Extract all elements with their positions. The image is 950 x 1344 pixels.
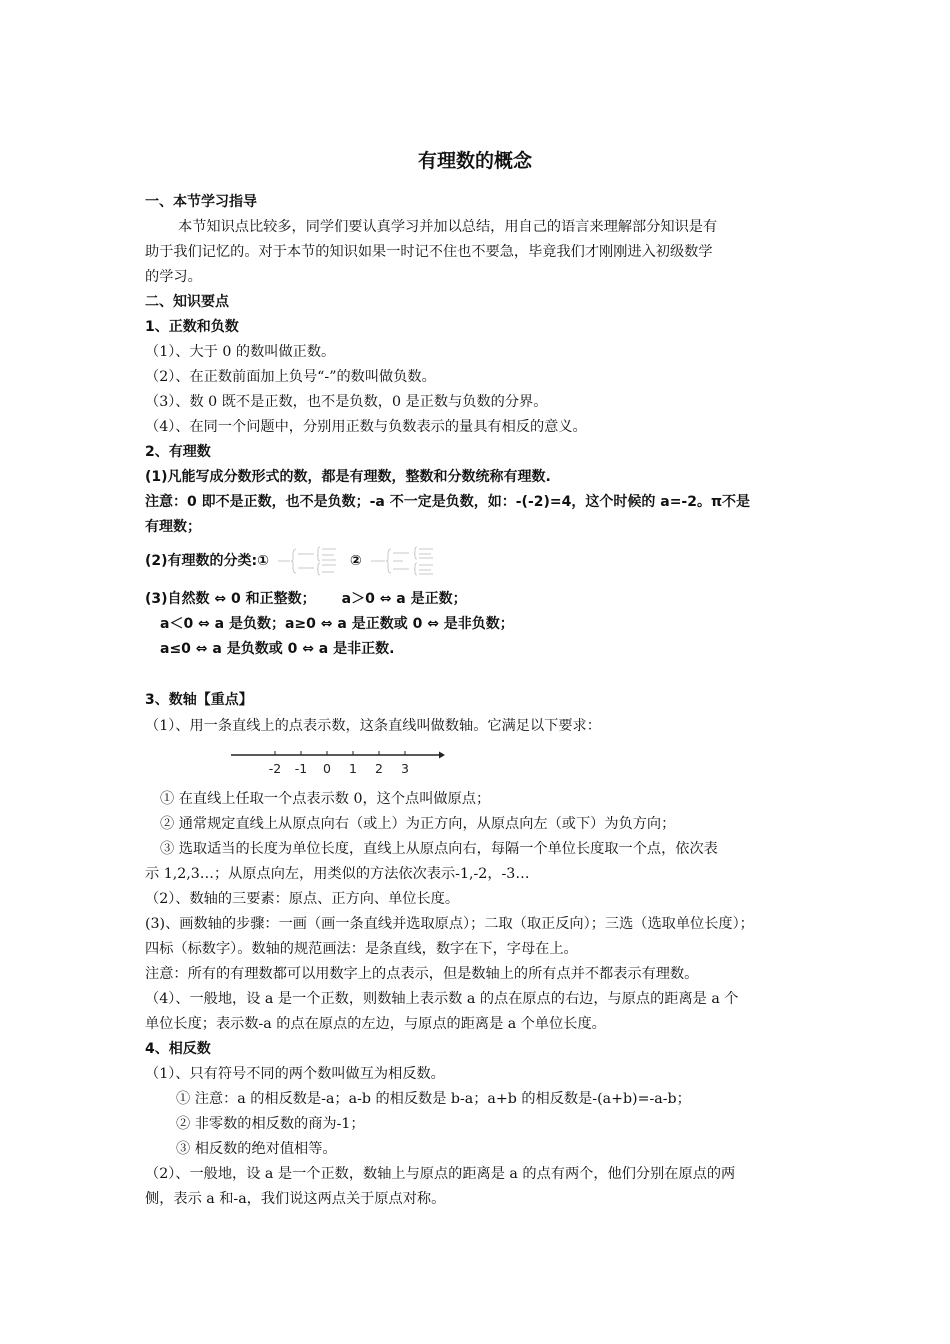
mark-2: ② — [349, 553, 362, 569]
number-line-arrow — [439, 752, 445, 759]
equivalence-line: a＜0 ⇔ a 是负数；a≥0 ⇔ a 是正数或 0 ⇔ 是非负数； — [160, 616, 514, 632]
number-line-tick-label: -1 — [294, 761, 308, 776]
list-item: （1）、大于 0 的数叫做正数。 — [145, 344, 336, 360]
list-item: ③ 选取适当的长度为单位长度，直线上从原点向右，每隔一个单位长度取一个点，依次表 — [160, 841, 718, 857]
mark-1: ① — [257, 553, 269, 569]
list-item: （1）、只有符号不同的两个数叫做互为相反数。 — [145, 1066, 445, 1082]
paragraph-line: 助于我们记忆的。对于本节的知识如果一时记不住也不要急，毕竟我们才刚刚进入初级数学 — [145, 244, 713, 260]
subsection-heading: 1、正数和负数 — [145, 319, 239, 335]
subsection-heading: 2、有理数 — [145, 444, 211, 460]
list-item: 四标（标数字）。数轴的规范画法：是条直线，数字在下，字母在上。 — [145, 941, 578, 957]
list-item: （2）、一般地，设 a 是一个正数，数轴上与原点的距离是 a 的点有两个，他们分别在原点的两 — [145, 1166, 736, 1182]
list-item: 侧，表示 a 和-a，我们说这两点关于原点对称。 — [145, 1191, 446, 1207]
list-item: ① 在直线上任取一个点表示数 0，这个点叫做原点； — [160, 791, 491, 807]
paragraph-line: 的学习。 — [145, 269, 202, 285]
number-line-tick-label: -2 — [268, 761, 282, 776]
note-line: 注意：所有的有理数都可以用数字上的点表示，但是数轴上的所有点并不都表示有理数。 — [145, 966, 699, 982]
list-item: （2）、在正数前面加上负号“-”的数叫做负数。 — [145, 369, 436, 385]
classification-line — [145, 546, 815, 580]
list-item: (3)、画数轴的步骤：一画（画一条直线并选取原点）；二取（取正反向）；三选（选取单位长度）； — [145, 916, 754, 932]
list-item: ① 注意：a 的相反数是-a；a-b 的相反数是 b-a；a+b 的相反数是-(a+b)=-a-b； — [176, 1091, 691, 1107]
list-item: 示 1,2,3…；从原点向左，用类似的方法依次表示-1,-2，-3… — [145, 866, 530, 882]
number-line-figure — [225, 749, 450, 779]
list-item: （4）、一般地，设 a 是一个正数，则数轴上表示数 a 的点在原点的右边，与原点的距离是 a 个 — [145, 991, 739, 1007]
note-line: 有理数； — [145, 519, 201, 535]
equivalence-line: a≤0 ⇔ a 是负数或 0 ⇔ a 是非正数. — [160, 641, 395, 657]
list-item: ③ 相反数的绝对值相等。 — [176, 1141, 337, 1157]
subsection-heading: 4、相反数 — [145, 1041, 211, 1057]
equivalence-line — [145, 589, 815, 609]
classification-tree-image-2 — [369, 546, 441, 576]
classification-label: (2)有理数的分类: — [145, 553, 258, 569]
classification-tree-image-1 — [276, 546, 348, 576]
number-line-tick-label: 3 — [401, 761, 409, 776]
number-line-tick-label: 2 — [375, 761, 383, 776]
subsection-heading: 3、数轴【重点】 — [145, 692, 253, 708]
equivalence-positive: a＞0 ⇔ a 是正数； — [341, 591, 467, 607]
number-line-tick-label: 0 — [323, 761, 331, 776]
list-item: ② 通常规定直线上从原点向右（或上）为正方向，从原点向左（或下）为负方向； — [160, 816, 676, 832]
list-item: （3）、数 0 既不是正数，也不是负数，0 是正数与负数的分界。 — [145, 394, 548, 410]
definition-line: (1)凡能写成分数形式的数，都是有理数，整数和分数统称有理数. — [145, 469, 551, 485]
list-item: （1）、用一条直线上的点表示数，这条直线叫做数轴。它满足以下要求： — [145, 718, 601, 734]
section-heading-1: 一、本节学习指导 — [145, 194, 257, 210]
page-title: 有理数的概念 — [417, 150, 532, 172]
equivalence-natural: (3)自然数 ⇔ 0 和正整数； — [145, 591, 316, 607]
list-item: 单位长度；表示数-a 的点在原点的左边，与原点的距离是 a 个单位长度。 — [145, 1016, 606, 1032]
list-item: （4）、在同一个问题中，分别用正数与负数表示的量具有相反的意义。 — [145, 419, 587, 435]
list-item: （2）、数轴的三要素：原点、正方向、单位长度。 — [145, 891, 460, 907]
number-line-tick-label: 1 — [349, 761, 357, 776]
note-line: 注意：0 即不是正数，也不是负数；-a 不一定是负数，如：-(-2)=4，这个时候的 a=-2。π不是 — [145, 494, 751, 510]
paragraph-line: 本节知识点比较多，同学们要认真学习并加以总结，用自己的语言来理解部分知识是有 — [178, 219, 718, 235]
section-heading-2: 二、知识要点 — [145, 294, 229, 310]
list-item: ② 非零数的相反数的商为-1； — [176, 1116, 365, 1132]
